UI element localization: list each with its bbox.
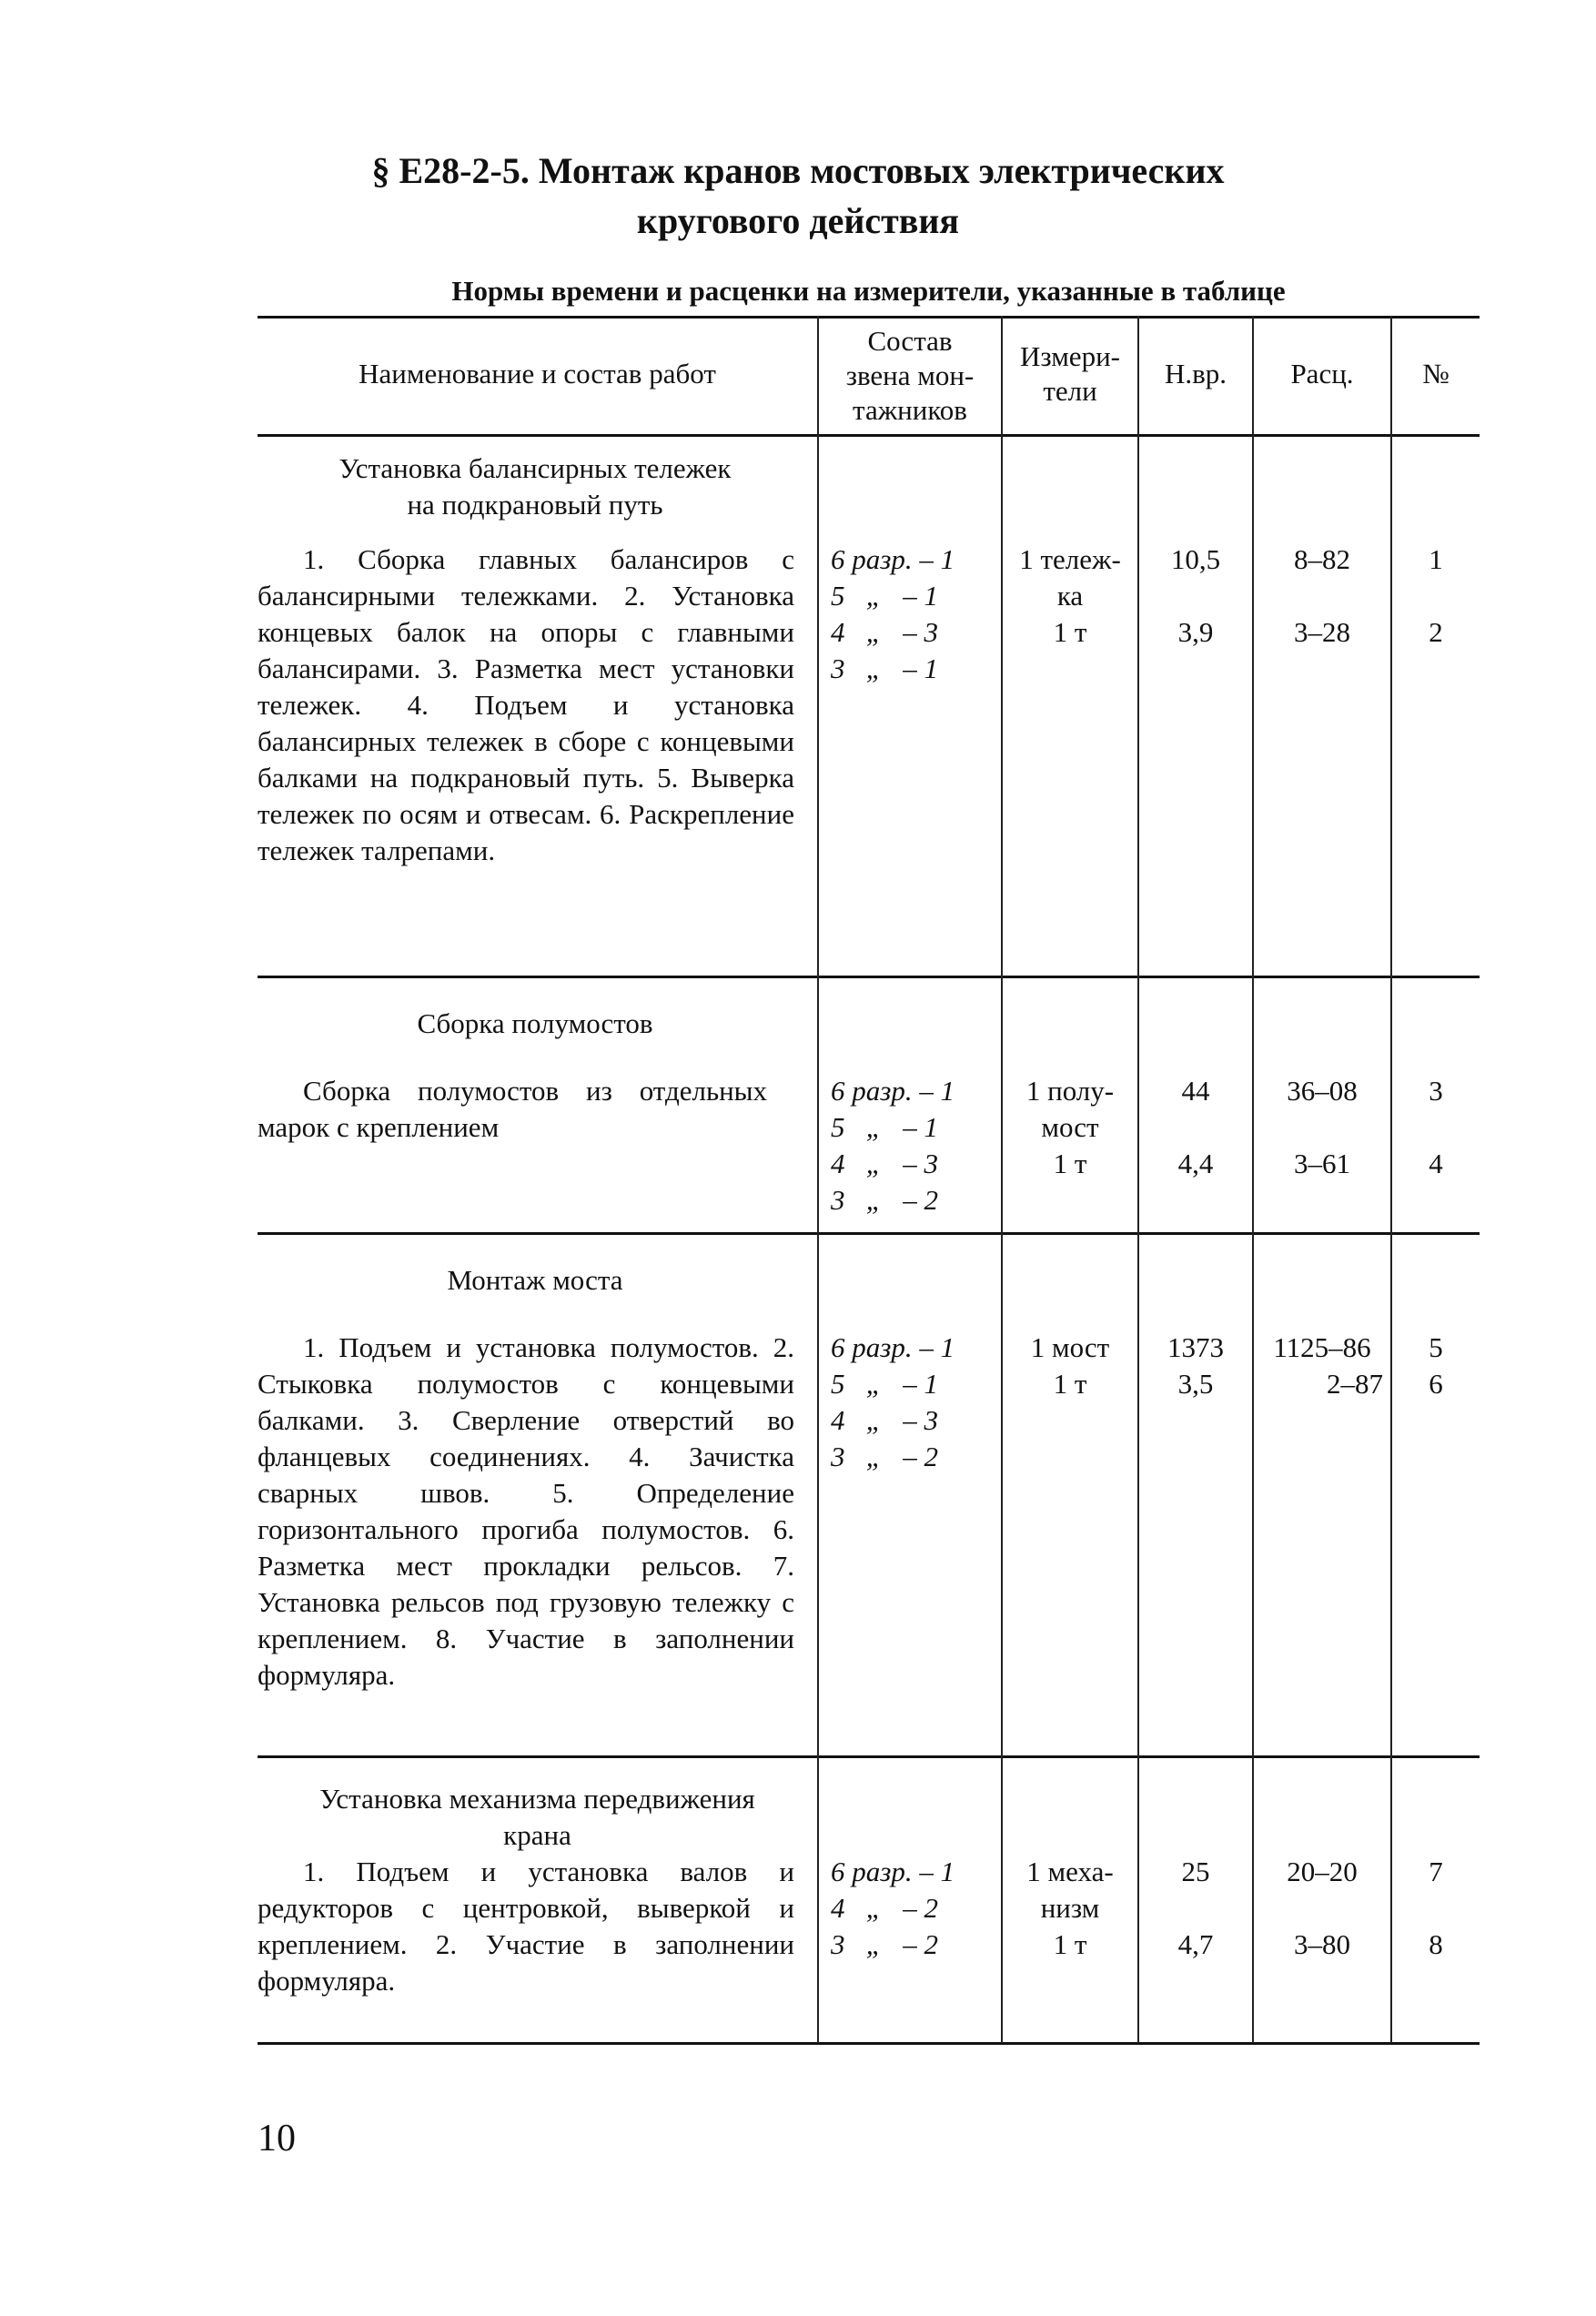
header-crew: [819, 324, 1001, 428]
work-description: [258, 1073, 767, 1146]
section-title-line: Установка балансирных тележек: [338, 452, 732, 484]
header-crew-line: тажников: [853, 394, 967, 426]
unit-line: низм: [1040, 1892, 1100, 1924]
rate-b: 3–80: [1294, 1928, 1350, 1960]
header-crew-line: звена мон-: [845, 359, 975, 391]
nvr-a: 1373: [1167, 1331, 1224, 1363]
page-number: 10: [258, 2118, 296, 2159]
crew-composition: [831, 1854, 999, 1963]
crew-line: 3 „ – 1: [831, 652, 938, 684]
section-3-rule: [258, 1755, 1480, 1758]
section-2-rule: [258, 1232, 1480, 1235]
header-nvr: Н.вр.: [1164, 358, 1227, 389]
rate-a: 1125–86: [1273, 1331, 1371, 1363]
section-title: [258, 1781, 817, 1854]
crew-line: 6 разр. – 1: [831, 1856, 955, 1887]
row-no-a: 5: [1429, 1331, 1443, 1363]
crew-line: 3 „ – 2: [831, 1184, 938, 1216]
unit-line: 1 т: [1053, 1148, 1087, 1179]
work-description-text: 1. Сборка главных балансиров с балансирными тележками. 2. Установка концевых балок на опоры с главными балансирами. 3. Разметка мест установки тележек. 4. Подъем и установка балансирных тележек в сборе с концевыми балками на подкрановый путь. 5. Выверка тележек по осям и отвесам. 6. Раскрепление тележек талрепами.: [258, 543, 794, 866]
work-description: [258, 1330, 794, 1694]
row-no-b: 2: [1429, 616, 1443, 648]
header-unit-line: Измери-: [1020, 340, 1120, 372]
row-no-a: 7: [1429, 1856, 1443, 1887]
table-bottom-rule: [258, 2042, 1480, 2045]
title-line-1: § Е28-2-5. Монтаж кранов мостовых электрических: [371, 150, 1225, 191]
unit-line: 1 меха-: [1026, 1856, 1114, 1887]
nvr-b: 3,9: [1177, 616, 1214, 648]
header-name: Наименование и состав работ: [359, 358, 716, 389]
section-title: [258, 450, 813, 523]
nvr-a: 44: [1181, 1075, 1210, 1107]
crew-line: 3 „ – 2: [831, 1441, 938, 1472]
nvr-b: 3,5: [1177, 1368, 1214, 1400]
crew-line: 3 „ – 2: [831, 1928, 938, 1960]
rate-a: 8–82: [1294, 543, 1350, 575]
row-no-a: 1: [1429, 543, 1443, 575]
nvr-b: 4,7: [1177, 1928, 1214, 1960]
crew-line: 6 разр. – 1: [831, 543, 955, 575]
section-title-line: крана: [503, 1819, 571, 1851]
rate-a: 20–20: [1287, 1856, 1358, 1887]
row-no-a: 3: [1429, 1075, 1443, 1107]
unit-line: ка: [1056, 580, 1084, 612]
crew-composition: [831, 1330, 999, 1475]
header-crew-line: Состав: [867, 325, 953, 357]
work-description: [258, 1854, 794, 1999]
section-title-line: Монтаж моста: [447, 1264, 623, 1296]
work-description-text: 1. Подъем и установка полумостов. 2. Стыковка полумостов с концевыми балками. 3. Сверление отверстий во фланцевых соединениях. 4. Зачистка сварных швов. 5. Определение горизонтального прогиба полумостов. 6. Разметка мест прокладки рельсов. 7. Установка рельсов под грузовую тележку с креплением. 8. Участие в заполнении формуляра.: [258, 1331, 794, 1691]
crew-composition: [831, 1073, 999, 1219]
rate-b: 3–28: [1294, 616, 1350, 648]
rate-a: 36–08: [1287, 1075, 1358, 1107]
header-unit: [1003, 339, 1137, 409]
unit-cell: [1003, 1073, 1137, 1182]
section-title: [258, 1006, 813, 1042]
crew-line: 6 разр. – 1: [831, 1075, 955, 1107]
section-title: [258, 1262, 813, 1299]
unit-line: 1 т: [1053, 616, 1087, 648]
unit-line: мост: [1041, 1111, 1099, 1143]
unit-cell: [1003, 541, 1137, 651]
nvr-b: 4,4: [1177, 1148, 1214, 1179]
crew-line: 5 „ – 1: [831, 1111, 938, 1143]
crew-line: 4 „ – 2: [831, 1892, 938, 1924]
nvr-a: 25: [1181, 1856, 1210, 1887]
norms-table: [258, 316, 1480, 2045]
nvr-a: 10,5: [1170, 543, 1221, 575]
row-no-b: 4: [1429, 1148, 1443, 1179]
section-title-line: на подкрановый путь: [407, 489, 663, 521]
header-no: №: [1422, 358, 1450, 389]
rate-b: 2–87: [1327, 1368, 1383, 1400]
unit-cell: [1003, 1330, 1137, 1402]
work-description-text: 1. Подъем и установка валов и редукторов с центровкой, выверкой и креплением. 2. Участие в заполнении формуляра.: [258, 1856, 794, 1997]
document-title: [0, 146, 1596, 246]
col-rule-1: [817, 316, 819, 2043]
section-title-line: Сборка полумостов: [417, 1007, 653, 1039]
work-description-text: Сборка полумостов из отдельных марок с креплением: [258, 1075, 767, 1143]
title-line-2: кругового действия: [636, 200, 960, 241]
header-unit-line: тели: [1043, 375, 1097, 407]
crew-composition: [831, 541, 999, 687]
unit-line: 1 т: [1053, 1368, 1087, 1400]
crew-line: 6 разр. – 1: [831, 1331, 955, 1363]
unit-line: 1 полу-: [1025, 1075, 1115, 1107]
unit-line: 1 т: [1053, 1928, 1087, 1960]
crew-line: 5 „ – 1: [831, 580, 938, 612]
crew-line: 4 „ – 3: [831, 616, 938, 648]
row-no-b: 8: [1429, 1928, 1443, 1960]
header-bottom-rule: [258, 434, 1480, 437]
crew-line: 4 „ – 3: [831, 1404, 938, 1436]
crew-line: 5 „ – 1: [831, 1368, 938, 1400]
section-title-line: Установка механизма передвижения: [319, 1783, 755, 1815]
unit-line: 1 тележ-: [1019, 543, 1121, 575]
work-description: [258, 541, 794, 869]
table-top-rule: [258, 316, 1480, 319]
rate-b: 3–61: [1294, 1148, 1350, 1179]
unit-cell: [1003, 1854, 1137, 1963]
header-rate: Расц.: [1290, 358, 1354, 389]
unit-line: 1 мост: [1030, 1331, 1110, 1363]
row-no-b: 6: [1429, 1368, 1443, 1400]
table-subtitle: Нормы времени и расценки на измерители, указанные в таблице: [451, 275, 1286, 307]
section-1-rule: [258, 976, 1480, 978]
crew-line: 4 „ – 3: [831, 1148, 938, 1179]
